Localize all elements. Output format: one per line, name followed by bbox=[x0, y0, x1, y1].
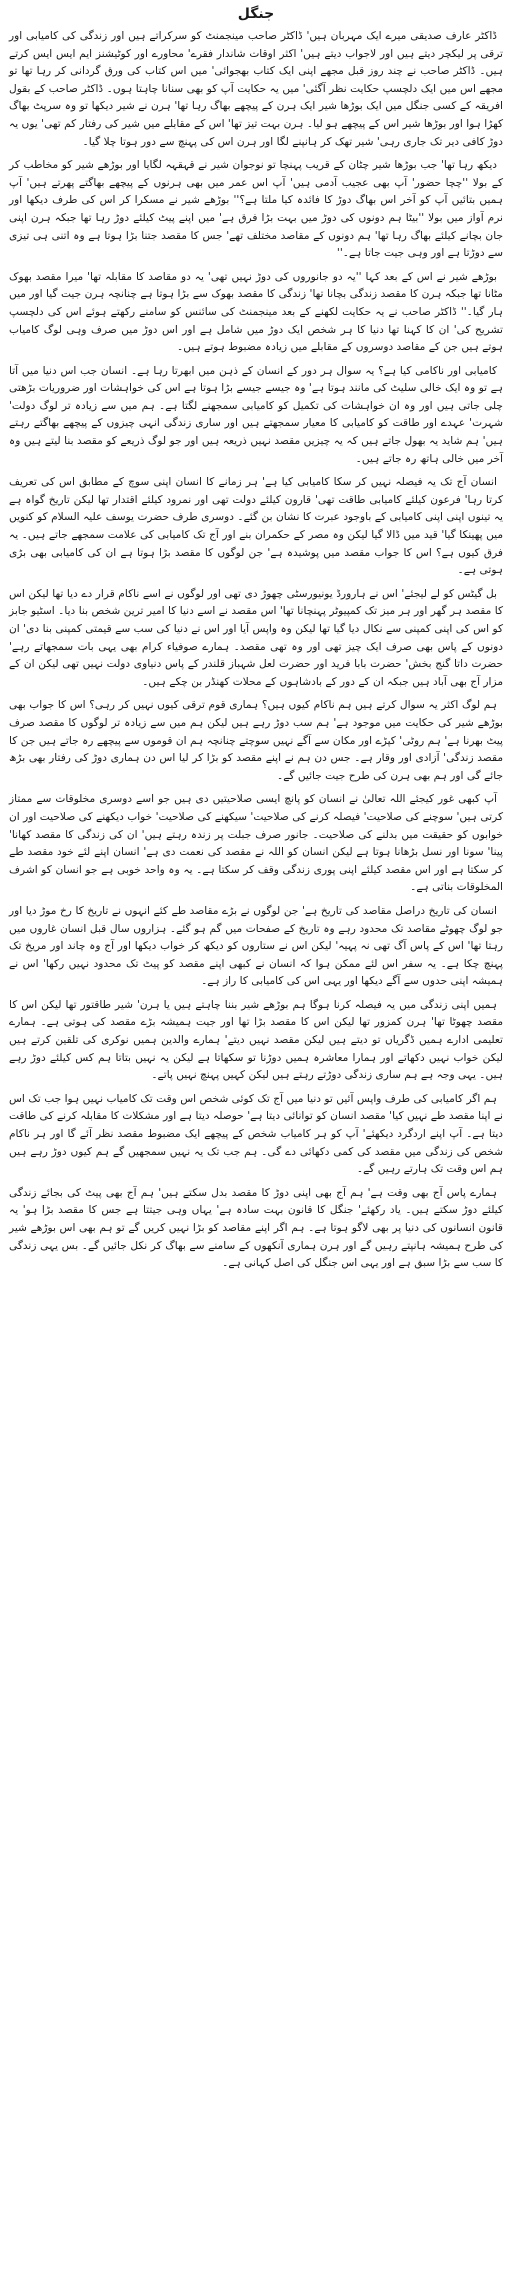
article-paragraph: دیکھ رہا تھا' جب بوڑھا شیر چٹان کے قریب پہنچا تو نوجوان شیر نے قہقہہ لگایا اور بوڑھے شیر کو مخاطب کر کے بولا ''چچا حضور' آپ بھی عجیب آدمی ہیں' آپ اس عمر میں بھی ہرنوں کے پیچھے بھاگتے پھرتے ہیں' آپ ہمیں بتائیں آپ کو آخر اس بھاگ دوڑ کا فائدہ کیا ملتا ہے؟'' بوڑھے شیر نے مسکرا کر اس کی طرف دیکھا اور نرم آواز میں بولا ''بیٹا ہم دونوں کی دوڑ میں بہت بڑا فرق ہے' میں اپنے پیٹ کیلئے دوڑ رہا تھا جبکہ ہرن اپنی جان بچانے کیلئے بھاگ رہا تھا' ہم دونوں کے مقاصد مختلف تھے' جس کا مقصد جتنا بڑا ہوتا ہے وہ اتنی ہی تیزی سے دوڑتا ہے اور وہی جیت جاتا ہے۔'' bbox=[9, 159, 503, 260]
article-paragraph: انسان آج تک یہ فیصلہ نہیں کر سکا کامیابی کیا ہے' ہر زمانے کا انسان اپنی سوچ کے مطابق اس کی تعریف کرتا رہا' فرعون کیلئے کامیابی طاقت تھی' قارون کیلئے دولت تھی اور نمرود کیلئے اقتدار تھا لیکن تاریخ گواہ ہے یہ تینوں اپنی اپنی کامیابی کے باوجود عبرت کا نشان بن گئے۔ دوسری طرف حضرت یوسف علیہ السلام کو کنویں میں پھینکا گیا' قید میں ڈالا گیا لیکن وہ مصر کے حکمران بنے اور آج تک کامیابی کی علامت سمجھے جاتے ہیں۔ یہ فرق کیوں ہے؟ اس کا جواب مقصد میں پوشیدہ ہے' جن لوگوں کا مقصد بڑا ہوتا ہے ان کی کامیابی بھی بڑی ہوتی ہے۔ bbox=[9, 476, 503, 577]
article-paragraph: بل گیٹس کو لے لیجئے' اس نے ہارورڈ یونیورسٹی چھوڑ دی تھی اور لوگوں نے اسے ناکام قرار دے دیا تھا لیکن اس کا مقصد ہر گھر اور ہر میز تک کمپیوٹر پہنچانا تھا' اس مقصد نے اسے دنیا کا امیر ترین شخص بنا دیا۔ اسٹیو جابز کو اس کی اپنی کمپنی سے نکال دیا گیا تھا لیکن وہ واپس آیا اور اس نے دنیا کی سب سے قیمتی کمپنی بنا دی' ان دونوں کے پاس بھی صرف ایک چیز تھی اور وہ تھی مقصد۔ ہمارے صوفیاء کرام بھی یہی بات سمجھاتے رہے' حضرت داتا گنج بخش' حضرت بابا فرید اور حضرت لعل شہباز قلندر کے پاس دنیاوی دولت نہیں تھی لیکن ان کے مزار آج بھی آباد ہیں جبکہ ان کے دور کے بادشاہوں کے محلات کھنڈر بن چکے ہیں۔ bbox=[9, 587, 503, 688]
article-paragraph: ہمارے پاس آج بھی وقت ہے' ہم آج بھی اپنی دوڑ کا مقصد بدل سکتے ہیں' ہم آج بھی پیٹ کی بجائے زندگی کیلئے دوڑ سکتے ہیں۔ یاد رکھئے' جنگل کا قانون بہت سادہ ہے' یہاں وہی جیتتا ہے جس کا مقصد بڑا ہو' یہ قانون انسانوں کی دنیا پر بھی لاگو ہوتا ہے۔ ہم اگر اپنے مقاصد کو بڑا نہیں کریں گے تو ہم بھی اس بوڑھے شیر کی طرح ہمیشہ ہانپتے رہیں گے اور ہرن ہماری آنکھوں کے سامنے سے بھاگ کر نکل جائیں گے۔ بس یہی زندگی کا سب سے بڑا سبق ہے اور یہی اس جنگل کی اصل کہانی ہے۔ bbox=[9, 1186, 503, 1270]
article-paragraph: انسان کی تاریخ دراصل مقاصد کی تاریخ ہے' جن لوگوں نے بڑے مقاصد طے کئے انہوں نے تاریخ کا رخ موڑ دیا اور جو لوگ چھوٹے مقاصد تک محدود رہے وہ تاریخ کے صفحات میں گم ہو گئے۔ ہزاروں سال قبل انسان غاروں میں رہتا تھا' اس کے پاس آگ تھی نہ پہیہ' لیکن اس نے ستاروں کو دیکھ کر خواب دیکھا اور آج وہ چاند اور مریخ تک پہنچ چکا ہے۔ یہ سفر اس لئے ممکن ہوا کہ انسان نے کبھی اپنے مقصد کو پیٹ تک محدود نہیں رکھا' اس نے ہمیشہ اپنی حدوں سے آگے دیکھا اور یہی اس کی کامیابی کا راز ہے۔ bbox=[9, 904, 503, 988]
article-paragraph: ڈاکٹر عارف صدیقی میرے ایک مہربان ہیں' ڈاکٹر صاحب مینجمنٹ کو سرکراتے ہیں اور زندگی کی کامیابی اور ترقی پر لیکچر دیتے ہیں اور لاجواب دیتے ہیں' اکثر اوقات شاندار فقرے' محاورے اور کوٹیشنز ایم ایس ایس کرتے ہیں۔ ڈاکٹر صاحب نے چند روز قبل مجھے اپنی ایک کتاب بھجوائی' میں اس کتاب کی ورق گردانی کر رہا تھا تو مجھے اس میں ایک دلچسپ حکایت نظر آگئی' میں یہ حکایت آپ کو بھی سنانا چاہتا ہوں۔ ڈاکٹر صاحب کے بقول افریقہ کے کسی جنگل میں ایک بوڑھا شیر ایک ہرن کے پیچھے بھاگ رہا تھا' ہرن نے شیر دیکھا تو وہ سرپٹ بھاگ کھڑا ہوا اور بوڑھا شیر اس کے پیچھے ہو لیا۔ ہرن بہت تیز تھا' اس کے مقابلے میں شیر کی رفتار کم تھی' یوں یہ دوڑ کافی دیر تک جاری رہی' شیر تھک کر ہانپنے لگا اور ہرن اس کی پہنچ سے دور ہوتا چلا گیا۔ bbox=[9, 30, 503, 148]
article-paragraph: ہم اگر کامیابی کی طرف واپس آئیں تو دنیا میں آج تک کوئی شخص اس وقت تک کامیاب نہیں ہوا جب تک اس نے اپنا مقصد طے نہیں کیا' مقصد انسان کو توانائی دیتا ہے' حوصلہ دیتا ہے اور مشکلات کا مقابلہ کرنے کی طاقت دیتا ہے۔ آپ اپنے اردگرد دیکھئے' آپ کو ہر کامیاب شخص کے پیچھے ایک مضبوط مقصد نظر آئے گا اور ہر ناکام شخص کی زندگی میں مقصد کی کمی دکھائی دے گی۔ ہم جب تک یہ نہیں سمجھیں گے ہم کیوں دوڑ رہے ہیں ہم اس وقت تک ہارتے رہیں گے۔ bbox=[9, 1092, 503, 1176]
article-paragraph: آپ کبھی غور کیجئے اللہ تعالیٰ نے انسان کو پانچ ایسی صلاحیتیں دی ہیں جو اسے دوسری مخلوقات سے ممتاز کرتی ہیں' سوچنے کی صلاحیت' فیصلہ کرنے کی صلاحیت' سیکھنے کی صلاحیت' خواب دیکھنے کی صلاحیت اور ان خوابوں کو حقیقت میں بدلنے کی صلاحیت۔ جانور صرف جبلت پر زندہ رہتے ہیں' ان کی زندگی کا مقصد کھانا' پینا' سونا اور نسل بڑھانا ہوتا ہے لیکن انسان کو اللہ نے مقصد کی نعمت دی ہے' انسان اپنے لئے خود مقصد طے کر سکتا ہے اور اس مقصد کیلئے اپنی پوری زندگی وقف کر سکتا ہے۔ یہ وہ واحد خوبی ہے جو انسان کو اشرف المخلوقات بناتی ہے۔ bbox=[9, 793, 503, 894]
article-paragraph: ہمیں اپنی زندگی میں یہ فیصلہ کرنا ہوگا ہم بوڑھے شیر بننا چاہتے ہیں یا ہرن' شیر طاقتور تھا لیکن اس کا مقصد چھوٹا تھا' ہرن کمزور تھا لیکن اس کا مقصد بڑا تھا اور جیت ہمیشہ بڑے مقصد کی ہوتی ہے۔ ہمارے تعلیمی ادارے ہمیں ڈگریاں تو دیتے ہیں لیکن مقصد نہیں دیتے' ہمارے والدین ہمیں نوکری کی تلقین کرتے ہیں لیکن خواب نہیں دکھاتے اور ہمارا معاشرہ ہمیں دوڑنا تو سکھاتا ہے لیکن یہ نہیں بتاتا ہم کس کیلئے دوڑ رہے ہیں۔ یہی وجہ ہے ہم ساری زندگی دوڑتے رہتے ہیں لیکن کہیں پہنچ نہیں پاتے۔ bbox=[9, 998, 503, 1082]
article-paragraph: کامیابی اور ناکامی کیا ہے؟ یہ سوال ہر دور کے انسان کے ذہن میں ابھرتا رہا ہے۔ انسان جب اس دنیا میں آتا ہے تو وہ ایک خالی سلیٹ کی مانند ہوتا ہے' وہ جیسے جیسے بڑا ہوتا ہے اس کی خواہشات اور ضروریات بڑھتی چلی جاتی ہیں اور وہ ان خواہشات کی تکمیل کو کامیابی سمجھنے لگتا ہے۔ ہم میں سے زیادہ تر لوگ دولت' شہرت' عہدے اور طاقت کو کامیابی کا معیار سمجھتے ہیں اور ساری زندگی انہی چیزوں کے پیچھے بھاگتے رہتے ہیں' ہم شاید یہ بھول جاتے ہیں کہ یہ چیزیں مقصد نہیں ذریعہ ہیں اور جو لوگ ذریعے کو مقصد بنا لیتے ہیں وہ آخر میں خالی ہاتھ رہ جاتے ہیں۔ bbox=[9, 364, 503, 465]
article-title: جنگل bbox=[237, 6, 275, 22]
article-paragraph: بوڑھے شیر نے اس کے بعد کہا ''یہ دو جانوروں کی دوڑ نہیں تھی' یہ دو مقاصد کا مقابلہ تھا' میرا مقصد بھوک مٹانا تھا جبکہ ہرن کا مقصد زندگی بچانا تھا' زندگی کا مقصد بھوک سے بڑا ہوتا ہے چنانچہ ہرن جیت گیا اور میں ہار گیا۔'' ڈاکٹر صاحب نے یہ حکایت لکھنے کے بعد مینجمنٹ کی سائنس کو سامنے رکھتے ہوئے اس کی دلچسپ تشریح کی' ان کا کہنا تھا دنیا کا ہر شخص ایک دوڑ میں شامل ہے اور اس دوڑ میں صرف وہی لوگ کامیاب ہوتے ہیں جن کے مقاصد دوسروں کے مقابلے میں زیادہ مضبوط ہوتے ہیں۔ bbox=[9, 270, 503, 354]
article-paragraph: ہم لوگ اکثر یہ سوال کرتے ہیں ہم ناکام کیوں ہیں؟ ہماری قوم ترقی کیوں نہیں کر رہی؟ اس کا جواب بھی بوڑھے شیر کی حکایت میں موجود ہے' ہم سب دوڑ رہے ہیں لیکن ہم میں سے زیادہ تر لوگوں کا مقصد صرف پیٹ بھرنا ہے' ہم روٹی' کپڑے اور مکان سے آگے نہیں سوچتے چنانچہ ہم ان قوموں سے پیچھے رہ جاتے ہیں جن کا مقصد زندگی' آزادی اور وقار ہے۔ جس دن ہم نے اپنے مقصد کو بڑا کر لیا اس دن ہماری دوڑ کی رفتار بھی بڑھ جائے گی اور ہم بھی ہرن کی طرح جیت جائیں گے۔ bbox=[9, 699, 503, 782]
